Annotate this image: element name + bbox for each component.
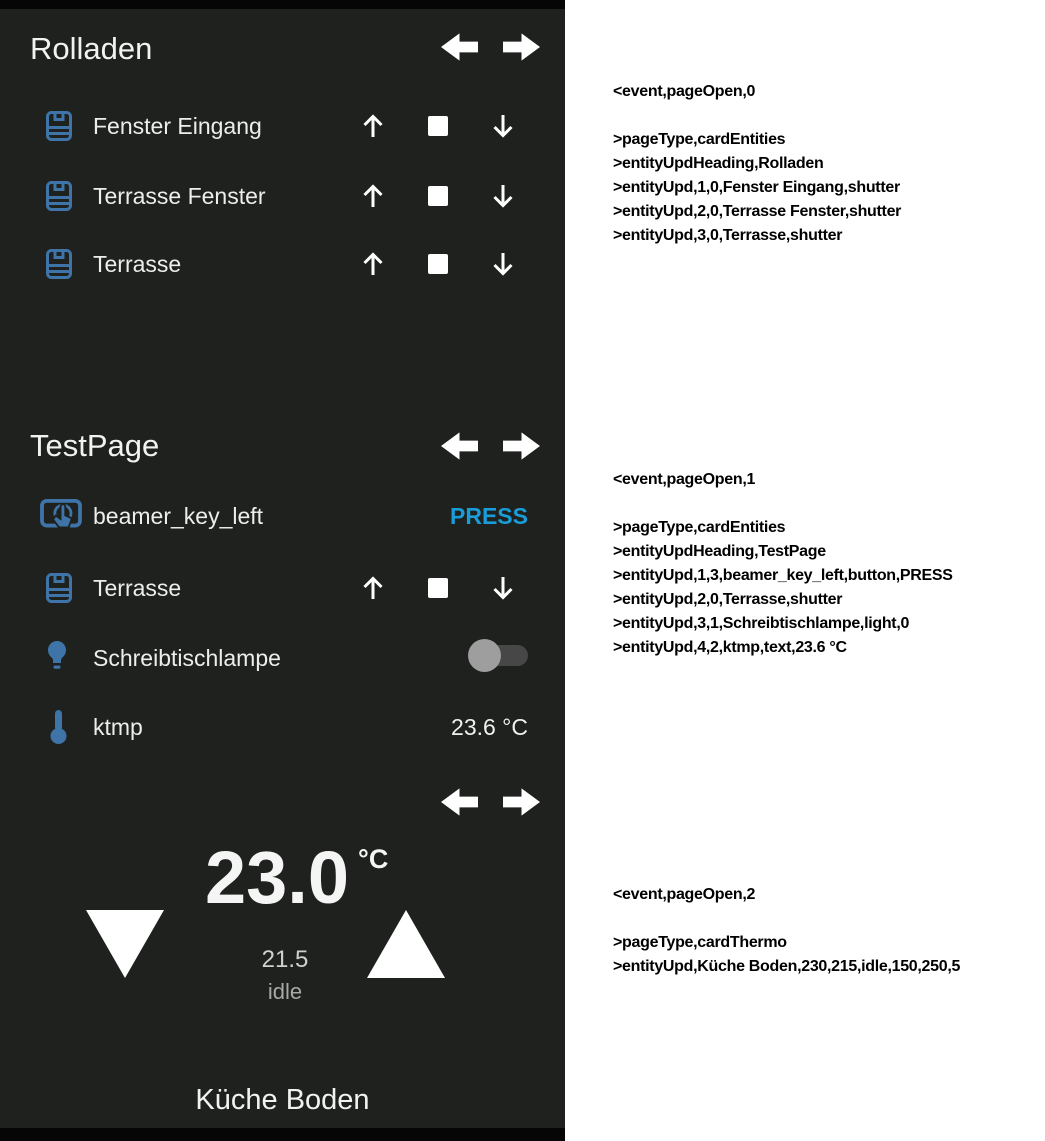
- protocol-block-page2: [613, 883, 960, 979]
- nav-left-icon[interactable]: [441, 787, 478, 822]
- light-bulb-icon: [45, 640, 69, 679]
- entity-label: Terrasse: [93, 575, 182, 601]
- current-temperature-value: 23.0: [205, 836, 350, 919]
- entity-label: ktmp: [93, 714, 143, 740]
- entity-label: Schreibtischlampe: [93, 645, 281, 671]
- entity-label: Terrasse: [93, 251, 182, 277]
- protocol-line: >entityUpdHeading,Rolladen: [613, 155, 824, 172]
- thermometer-icon: [49, 709, 67, 750]
- protocol-gap: [613, 492, 953, 516]
- protocol-gap: [613, 104, 901, 128]
- protocol-event-line: <event,pageOpen,1: [613, 471, 756, 488]
- shutter-down-icon[interactable]: [491, 113, 515, 144]
- shutter-down-icon[interactable]: [491, 251, 515, 282]
- shutter-icon: [46, 181, 72, 216]
- protocol-block-page0: [613, 80, 901, 248]
- page-title-rolladen: Rolladen: [30, 31, 153, 66]
- press-button[interactable]: PRESS: [450, 503, 528, 529]
- shutter-up-icon[interactable]: [361, 113, 385, 144]
- protocol-line: >pageType,cardEntities: [613, 131, 786, 148]
- shutter-icon: [46, 573, 72, 608]
- shutter-stop-icon[interactable]: [428, 186, 448, 206]
- protocol-line: >pageType,cardThermo: [613, 934, 787, 951]
- entity-label: beamer_key_left: [93, 503, 264, 529]
- protocol-line: >entityUpd,1,0,Fenster Eingang,shutter: [613, 179, 900, 196]
- target-temperature: 21.5: [261, 946, 309, 973]
- shutter-down-icon[interactable]: [491, 183, 515, 214]
- protocol-line: >entityUpd,4,2,ktmp,text,23.6 °C: [613, 639, 847, 656]
- entity-label: Terrasse Fenster: [93, 183, 266, 209]
- shutter-down-icon[interactable]: [491, 575, 515, 606]
- page-title-testpage: TestPage: [30, 428, 160, 463]
- protocol-gap: [613, 907, 960, 931]
- nav-right-icon[interactable]: [503, 32, 540, 67]
- protocol-line: >entityUpd,3,0,Terrasse,shutter: [613, 227, 843, 244]
- temperature-unit: °C: [358, 844, 389, 874]
- shutter-icon: [46, 249, 72, 284]
- screen-top-border: [0, 0, 565, 9]
- protocol-line: >entityUpd,1,3,beamer_key_left,button,PRESS: [613, 567, 953, 584]
- button-press-icon: [40, 498, 82, 541]
- nav-left-icon[interactable]: [441, 32, 478, 67]
- light-toggle[interactable]: [468, 639, 528, 672]
- protocol-line: >entityUpdHeading,TestPage: [613, 543, 826, 560]
- shutter-stop-icon[interactable]: [428, 578, 448, 598]
- screen-bottom-border: [0, 1128, 565, 1141]
- shutter-up-icon[interactable]: [361, 575, 385, 606]
- shutter-stop-icon[interactable]: [428, 254, 448, 274]
- protocol-line: >entityUpd,2,0,Terrasse,shutter: [613, 591, 843, 608]
- hvac-state: idle: [267, 979, 303, 1004]
- shutter-stop-icon[interactable]: [428, 116, 448, 136]
- protocol-event-line: <event,pageOpen,2: [613, 886, 756, 903]
- thermostat-title: Küche Boden: [195, 1084, 370, 1116]
- nav-right-icon[interactable]: [503, 431, 540, 466]
- shutter-icon: [46, 111, 72, 146]
- entity-label: Fenster Eingang: [93, 113, 262, 139]
- nav-left-icon[interactable]: [441, 431, 478, 466]
- protocol-line: >entityUpd,2,0,Terrasse Fenster,shutter: [613, 203, 902, 220]
- protocol-block-page1: [613, 468, 953, 660]
- toggle-knob: [468, 639, 501, 672]
- entity-value: 23.6 °C: [451, 714, 528, 740]
- shutter-up-icon[interactable]: [361, 183, 385, 214]
- shutter-up-icon[interactable]: [361, 251, 385, 282]
- nav-right-icon[interactable]: [503, 787, 540, 822]
- protocol-event-line: <event,pageOpen,0: [613, 83, 756, 100]
- protocol-line: >entityUpd,3,1,Schreibtischlampe,light,0: [613, 615, 910, 632]
- protocol-line: >entityUpd,Küche Boden,230,215,idle,150,250,5: [613, 958, 961, 975]
- protocol-line: >pageType,cardEntities: [613, 519, 786, 536]
- current-temperature: [205, 838, 388, 918]
- temp-down-button[interactable]: [86, 910, 164, 983]
